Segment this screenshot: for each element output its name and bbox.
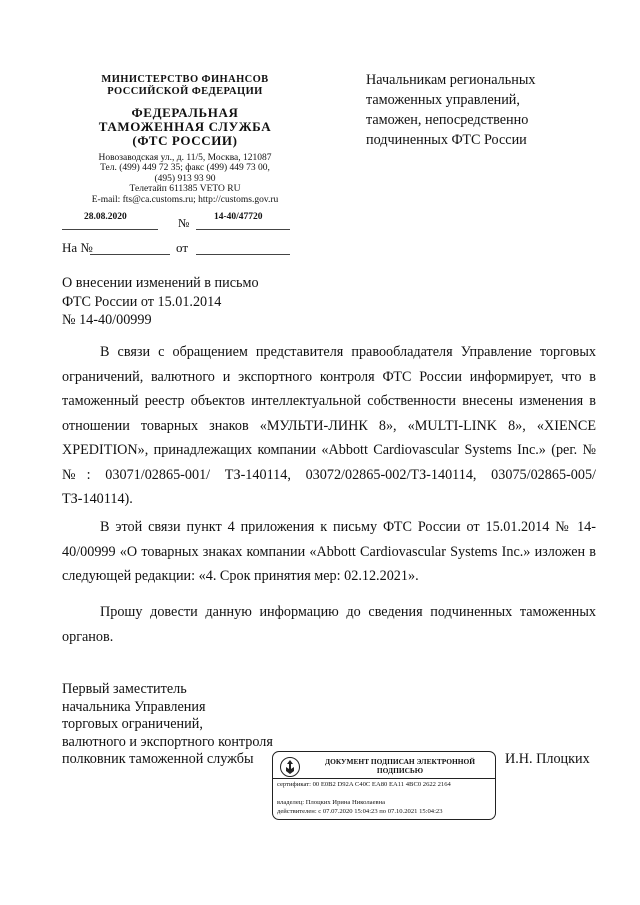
service-name bbox=[70, 106, 300, 148]
signatory-line-5: полковник таможенной службы bbox=[62, 751, 254, 768]
signatory-name: И.Н. Плоцких bbox=[505, 751, 590, 767]
service-line-1: ФЕДЕРАЛЬНАЯ bbox=[131, 105, 239, 120]
stamp-title bbox=[309, 758, 491, 775]
stamp-divider bbox=[273, 778, 495, 779]
emblem-icon bbox=[279, 756, 301, 778]
addressee-line-4: подчиненных ФТС России bbox=[366, 132, 527, 148]
address-line-2: Тел. (499) 449 72 35; факс (499) 449 73 00, bbox=[100, 163, 270, 174]
reply-to-date-blank bbox=[196, 254, 290, 255]
signatory-position bbox=[62, 681, 292, 769]
address-line-1: Новозаводская ул., д. 11/5, Москва, 121087 bbox=[98, 153, 272, 163]
stamp-owner: владелец: Плоцких Ирина Николаевна bbox=[277, 799, 386, 806]
reply-to-date-label: от bbox=[176, 240, 189, 255]
registration-date-underline bbox=[62, 229, 158, 230]
body-paragraph-3: Прошу довести данную информацию до сведения подчиненных таможенных органов. bbox=[62, 604, 596, 645]
body-paragraph-2: В этой связи пункт 4 приложения к письму ФТС России от 15.01.2014 № 14-40/00999 «О товарных знаках компании «Abbott Cardiovascular Systems Inc.» изложен в следующей редакции: «4. Срок принятия мер: 02.12.2021». bbox=[62, 519, 596, 584]
electronic-signature-stamp bbox=[272, 751, 496, 820]
address-line-4: Телетайп 611385 VETO RU bbox=[129, 184, 241, 195]
stamp-title-line-2: ПОДПИСЬЮ bbox=[376, 765, 424, 775]
address-line-5: E-mail: fts@ca.customs.ru; http://customs.gov.ru bbox=[91, 194, 279, 205]
signatory-line-3: торговых ограничений, bbox=[62, 716, 203, 733]
subject-line-3: № 14-40/00999 bbox=[62, 312, 152, 328]
registration-number-underline bbox=[196, 229, 290, 230]
letter-subject bbox=[62, 274, 312, 330]
subject-line-1: О внесении изменений в письмо bbox=[62, 275, 259, 291]
service-line-2: ТАМОЖЕННАЯ СЛУЖБА bbox=[98, 119, 272, 134]
addressee-line-2: таможенных управлений, bbox=[366, 92, 520, 108]
addressee-line-3: таможен, непосредственно bbox=[366, 112, 529, 128]
registration-number-sign: № bbox=[178, 216, 190, 230]
signatory-line-4: валютного и экспортного контроля bbox=[62, 733, 273, 750]
ministry-line-2: РОССИЙСКОЙ ФЕДЕРАЦИИ bbox=[107, 86, 263, 97]
ministry-line-1: МИНИСТЕРСТВО ФИНАНСОВ bbox=[101, 74, 269, 85]
registration-date: 28.08.2020 bbox=[84, 212, 127, 222]
stamp-validity: действителен: с 07.07.2020 15:04:23 по 07.10.2021 15:04:23 bbox=[277, 808, 443, 815]
signatory-line-1: Первый заместитель bbox=[62, 681, 187, 697]
stamp-title-line-1: ДОКУМЕНТ ПОДПИСАН ЭЛЕКТРОННОЙ bbox=[325, 757, 475, 766]
letterhead-address bbox=[58, 153, 312, 205]
address-line-3: (495) 913 93 90 bbox=[154, 173, 216, 184]
subject-line-2: ФТС России от 15.01.2014 bbox=[62, 293, 222, 310]
stamp-certificate: сертификат: 00 E0B2 D92A C40C EA80 EA11 4BC0 2622 2164 bbox=[277, 781, 451, 788]
reply-to-label: На № bbox=[62, 240, 93, 255]
addressee-block bbox=[366, 70, 616, 150]
reply-to-number-blank bbox=[90, 254, 170, 255]
registration-number: 14-40/47720 bbox=[214, 212, 263, 222]
signatory-line-2: начальника Управления bbox=[62, 698, 206, 715]
service-line-3: (ФТС РОССИИ) bbox=[132, 133, 238, 148]
body-paragraph-1: В связи с обращением представителя правообладателя Управление торговых ограничений, валютного и экспортного контроля ФТС России информирует, что в таможенный реестр объектов интеллектуальной собственности внесены изменения в отношении товарных знаков «МУЛЬТИ-ЛИНК 8», «MULTI-LINK 8», «XIENCE XPEDITION», принадлежащих компании «Abbott Cardiovascular Systems Inc.» (рег. №№: 03071/02865-001/ ТЗ-140114, 03072/02865-002/ТЗ-140114, 03075/02865-005/ТЗ-140114). bbox=[62, 344, 596, 507]
ministry-name bbox=[70, 74, 300, 98]
addressee-line-1: Начальникам региональных bbox=[366, 72, 536, 88]
